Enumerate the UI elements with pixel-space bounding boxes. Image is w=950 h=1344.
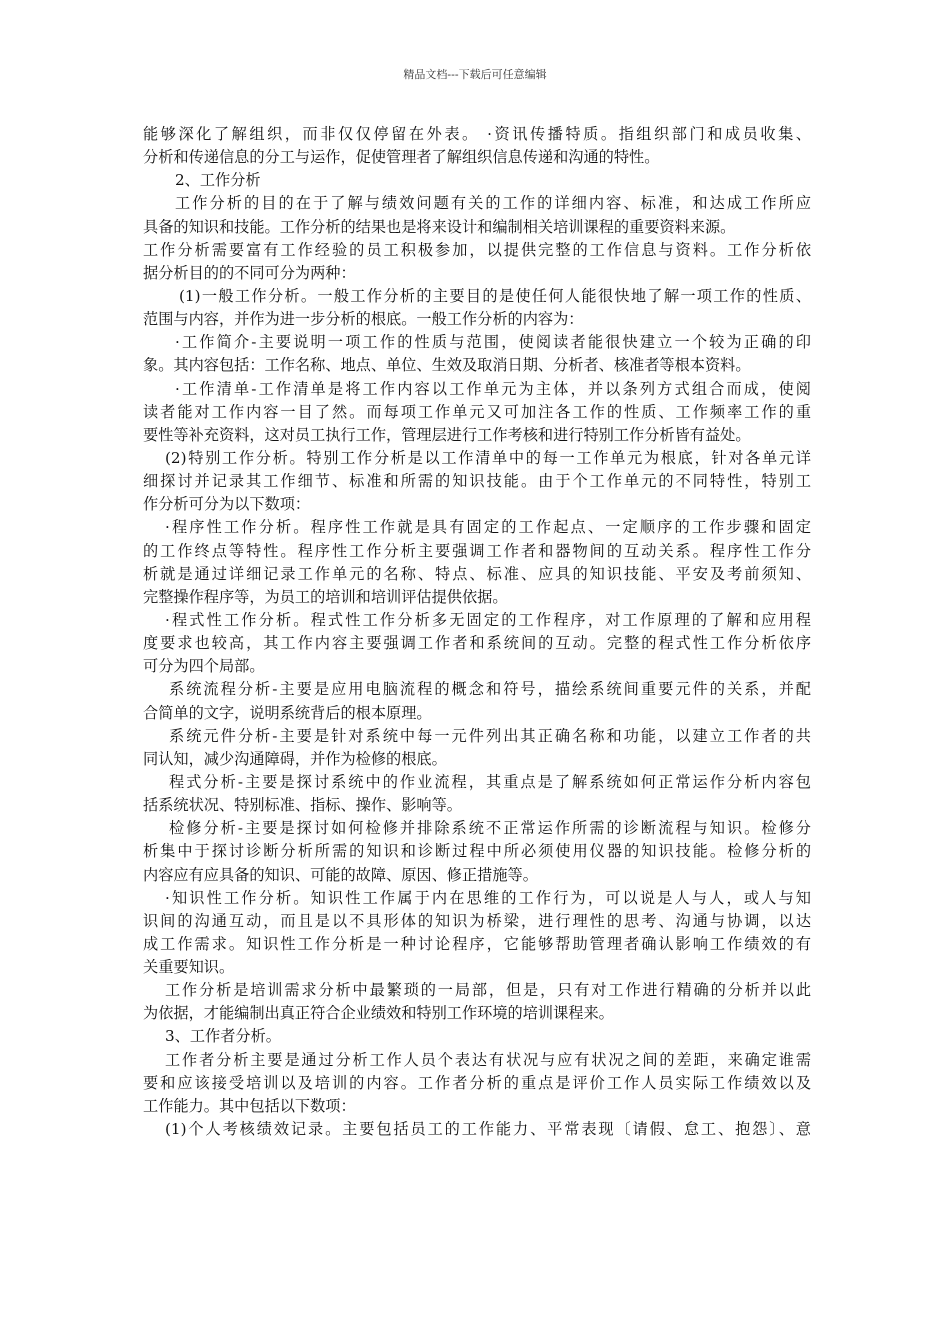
text-line: 析就是通过详细记录工作单元的名称、特点、标准、应具的知识技能、平安及考前须知、 bbox=[143, 564, 811, 583]
text-line: 象。其内容包括：工作名称、地点、单位、生效及取消日期、分析者、核准者等根本资料。 bbox=[143, 356, 751, 375]
text-line: 工作能力。其中包括以下数项： bbox=[143, 1096, 356, 1115]
text-line: (2)特别工作分析。特别工作分析是以工作清单中的每一工作单元为根底，针对各单元详 bbox=[165, 448, 811, 467]
text-line: 检修分析-主要是探讨如何检修并排除系统不正常运作所需的诊断流程与知识。检修分 bbox=[169, 819, 811, 838]
text-line: ·工作简介-主要说明一项工作的性质与范围，使阅读者能很快建立一个较为正确的印 bbox=[175, 333, 811, 352]
text-line: 工作分析需要富有工作经验的员工积极参加，以提供完整的工作信息与资料。工作分析依 bbox=[143, 240, 811, 259]
text-line: 的工作终点等特性。程序性工作分析主要强调工作者和器物间的互动关系。程序性工作分 bbox=[143, 541, 811, 560]
text-line: 具备的知识和技能。工作分析的结果也是将来设计和编制相关培训课程的重要资料来源。 bbox=[143, 217, 736, 236]
text-line: 2、工作分析 bbox=[175, 171, 261, 190]
text-line: 可分为四个局部。 bbox=[143, 657, 265, 676]
text-line: 工作分析的目的在于了解与绩效问题有关的工作的详细内容、标准，和达成工作所应 bbox=[175, 194, 811, 213]
page-header: 精品文档---下载后可任意编辑 bbox=[403, 68, 547, 81]
text-line: 识间的沟通互动，而且是以不具形体的知识为桥梁，进行理性的思考、沟通与协调，以达 bbox=[143, 911, 811, 930]
text-line: ·工作清单-工作清单是将工作内容以工作单元为主体，并以条列方式组合而成，使阅 bbox=[175, 379, 811, 398]
text-line: 3、工作者分析。 bbox=[165, 1027, 281, 1046]
text-line: 系统流程分析-主要是应用电脑流程的概念和符号，描绘系统间重要元件的关系，并配 bbox=[169, 680, 811, 699]
text-line: 括系统状况、特别标准、指标、操作、影响等。 bbox=[143, 796, 462, 815]
text-line: 内容应有应具备的知识、可能的故障、原因、修正措施等。 bbox=[143, 865, 538, 884]
text-line: 析集中于探讨诊断分析所需的知识和诊断过程中所必须使用仪器的知识技能。检修分析的 bbox=[143, 842, 811, 861]
text-line: 工作分析是培训需求分析中最繁琐的一局部，但是，只有对工作进行精确的分析并以此 bbox=[165, 981, 811, 1000]
text-line: 读者能对工作内容一目了然。而每项工作单元又可加注各工作的性质、工作频率工作的重 bbox=[143, 402, 811, 421]
text-line: 度要求也较高，其工作内容主要强调工作者和系统间的互动。完整的程式性工作分析依序 bbox=[143, 634, 811, 653]
text-line: 要性等补充资料，这对员工执行工作，管理层进行工作考核和进行特别工作分析皆有益处。 bbox=[143, 425, 751, 444]
text-line: 工作者分析主要是通过分析工作人员个表达有状况与应有状况之间的差距，来确定谁需 bbox=[165, 1050, 811, 1069]
text-line: 要和应该接受培训以及培训的内容。工作者分析的重点是评价工作人员实际工作绩效以及 bbox=[143, 1073, 811, 1092]
text-line: 程式分析-主要是探讨系统中的作业流程，其重点是了解系统如何正常运作分析内容包 bbox=[169, 772, 811, 791]
document-body bbox=[143, 123, 811, 1141]
text-line: ·知识性工作分析。知识性工作属于内在思维的工作行为，可以说是人与人，或人与知 bbox=[165, 888, 811, 907]
text-line: 系统元件分析-主要是针对系统中每一元件列出其正确名称和功能，以建立工作者的共 bbox=[169, 726, 811, 745]
text-line: 为依据，才能编制出真正符合企业绩效和特别工作环境的培训课程来。 bbox=[143, 1004, 614, 1023]
text-line: 作分析可分为以下数项： bbox=[143, 495, 311, 514]
text-line: (1)一般工作分析。一般工作分析的主要目的是使任何人能很快地了解一项工作的性质、 bbox=[179, 286, 811, 305]
text-line: 细探讨并记录其工作细节、标准和所需的知识技能。由于个工作单元的不同特性，特别工 bbox=[143, 472, 811, 491]
text-line: 分析和传递信息的分工与运作，促使管理者了解组织信息传递和沟通的特性。 bbox=[143, 148, 660, 167]
text-line: 能够深化了解组织，而非仅仅停留在外表。 ·资讯传播特质。指组织部门和成员收集、 bbox=[143, 125, 811, 143]
text-line: 范围与内容，并作为进一步分析的根底。一般工作分析的内容为： bbox=[143, 310, 584, 329]
text-line: ·程式性工作分析。程式性工作分析多无固定的工作程序，对工作原理的了解和应用程 bbox=[165, 610, 811, 629]
text-line: (1)个人考核绩效记录。主要包括员工的工作能力、平常表现〔请假、怠工、抱怨〕、意 bbox=[165, 1120, 811, 1139]
text-line: ·程序性工作分析。程序性工作就是具有固定的工作起点、一定顺序的工作步骤和固定 bbox=[165, 518, 811, 537]
text-line: 据分析目的的不同可分为两种： bbox=[143, 263, 356, 282]
text-line: 关重要知识。 bbox=[143, 958, 235, 977]
text-line: 完整操作程序等，为员工的培训和培训评估提供依据。 bbox=[143, 587, 508, 606]
text-line: 合简单的文字，说明系统背后的根本原理。 bbox=[143, 703, 432, 722]
text-line: 同认知，减少沟通障碍，并作为检修的根底。 bbox=[143, 749, 447, 768]
text-line: 成工作需求。知识性工作分析是一种讨论程序，它能够帮助管理者确认影响工作绩效的有 bbox=[143, 934, 811, 953]
